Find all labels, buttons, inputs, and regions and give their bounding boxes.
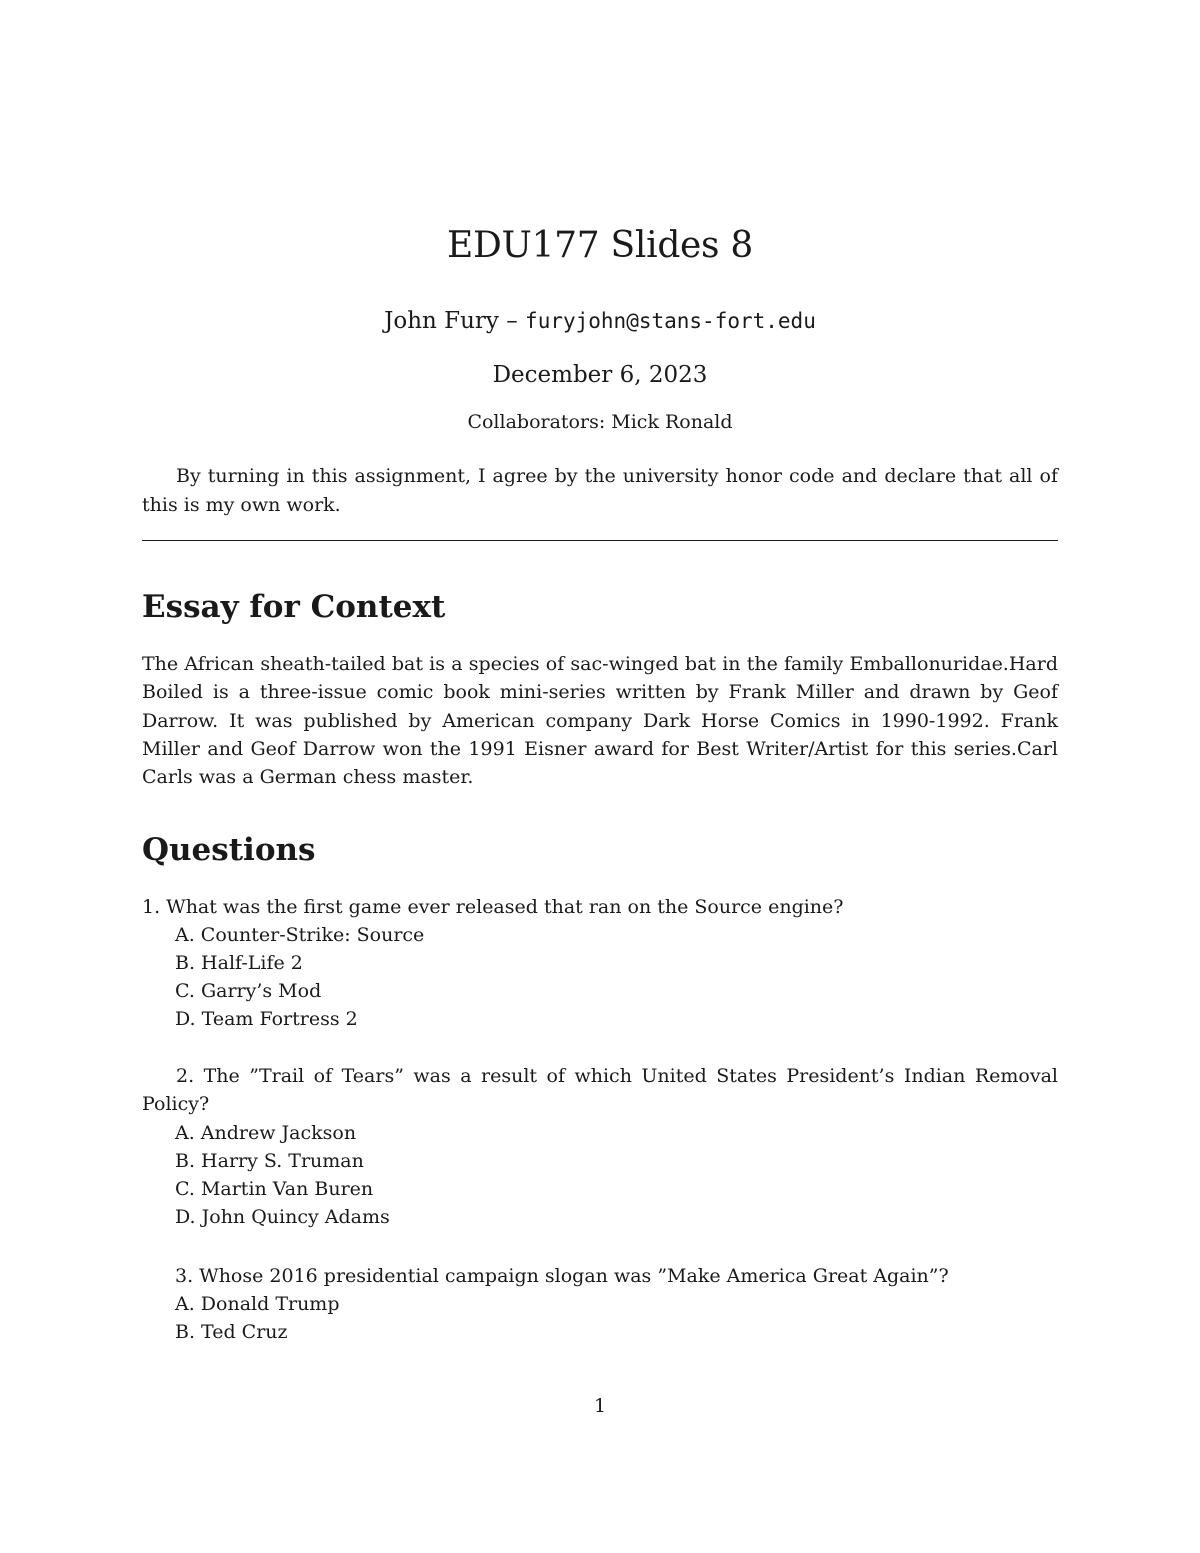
question-2-option-c: C. Martin Van Buren <box>175 1178 374 1200</box>
question-2-option-d: D. John Quincy Adams <box>175 1206 390 1228</box>
author-name: John Fury – <box>384 308 518 334</box>
question-1-option-b: B. Half-Life 2 <box>175 952 303 974</box>
questions-heading: Questions <box>142 832 316 868</box>
question-3-option-b: B. Ted Cruz <box>175 1321 288 1343</box>
document-title: EDU177 Slides 8 <box>446 225 753 266</box>
question-1-option-d: D. Team Fortress 2 <box>175 1008 358 1030</box>
author-line <box>0 306 1200 336</box>
horizontal-rule <box>142 540 1058 541</box>
essay-heading: Essay for Context <box>142 589 446 625</box>
honor-statement: By turning in this assignment, I agree by the university honor code and declare that all of this is my own work. <box>142 465 1058 516</box>
question-1-option-c: C. Garry’s Mod <box>175 980 322 1002</box>
document-date: December 6, 2023 <box>492 362 708 388</box>
question-3-option-a: A. Donald Trump <box>175 1293 340 1315</box>
page-number: 1 <box>593 1395 607 1417</box>
question-1-option-a: A. Counter-Strike: Source <box>175 924 425 946</box>
question-2-prompt: 2. The ”Trail of Tears” was a result of which United States President’s Indian Removal Policy? <box>142 1065 1058 1115</box>
collaborators: Collaborators: Mick Ronald <box>467 411 733 433</box>
essay-body: The African sheath-tailed bat is a species of sac-winged bat in the family Emballonuridae.Hard Boiled is a three-issue comic book mini-series written by Frank Miller and drawn by Geof Darrow. It was published by American company Dark Horse Comics in 1990-1992. Frank Miller and Geof Darrow won the 1991 Eisner award for Best Writer/Artist for this series.Carl Carls was a German chess master. <box>142 653 1058 789</box>
question-2-option-b: B. Harry S. Truman <box>175 1150 364 1172</box>
question-2-option-a: A. Andrew Jackson <box>175 1122 357 1144</box>
question-3-prompt: 3. Whose 2016 presidential campaign slogan was ”Make America Great Again”? <box>175 1265 949 1287</box>
author-email: furyjohn@stans-fort.edu <box>525 309 816 333</box>
question-1-prompt: 1. What was the first game ever released that ran on the Source engine? <box>142 896 844 918</box>
